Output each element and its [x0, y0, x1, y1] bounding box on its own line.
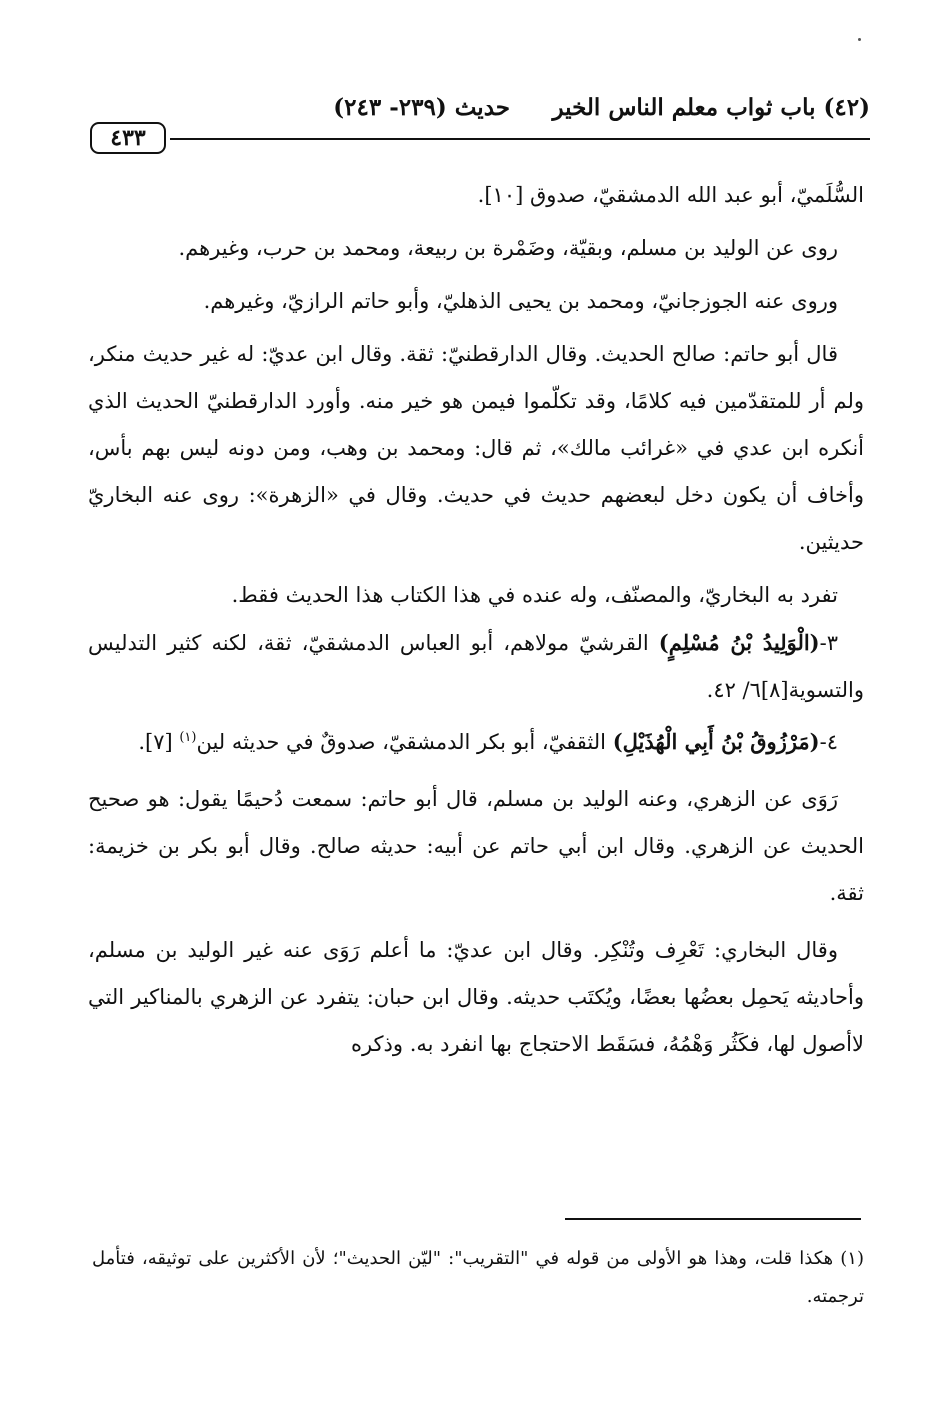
- scan-speck: [858, 38, 861, 41]
- footnotes: [92, 1240, 864, 1316]
- paragraph: السُّلَميّ، أبو عبد الله الدمشقيّ، صدوق [١٠].: [477, 183, 864, 207]
- narrator-name: (الْوَلِيدُ بْنُ مُسْلِمٍ): [658, 630, 820, 655]
- header-rule: [170, 138, 870, 140]
- narrator-name: (مَرْزُوقُ بْنُ أَبِي الْهُذَيْلِ): [612, 729, 820, 754]
- page-number: ٤٣٣: [90, 122, 166, 154]
- entry-number: ٣-: [819, 631, 838, 655]
- chapter-title: (٤٢) باب ثواب معلم الناس الخير: [552, 94, 870, 121]
- paragraph: تفرد به البخاريّ، والمصنّف، وله عنده في هذا الكتاب هذا الحديث فقط.: [231, 583, 838, 607]
- paragraph: وروى عنه الجوزجانيّ، ومحمد بن يحيى الذهليّ، وأبو حاتم الرازيّ، وغيرهم.: [203, 289, 838, 313]
- page-header: [90, 94, 870, 154]
- entry-number: ٤-: [819, 730, 838, 754]
- entry-text: القرشيّ مولاهم، أبو العباس الدمشقيّ، ثقة، لكنه كثير التدليس والتسوية[٨]٦/ ٤٢.: [88, 631, 864, 702]
- paragraph: وقال البخاري: تَعْرِف وتُنْكِر. وقال ابن عديّ: ما أعلم رَوَى عنه غير الوليد بن مسلم، وأحاديثه يَحمِل بعضُها بعضًا، ويُكتَب حديثه. وقال ابن حبان: يتفرد عن الزهري بالمناكير التي لاأصول لها، فكَثُر وَهْمُهُ، فسَقَط الاحتجاج بها انفرد به. وذكره: [88, 938, 864, 1056]
- paragraph: قال أبو حاتم: صالح الحديث. وقال الدارقطنيّ: ثقة. وقال ابن عديّ: له غير حديث منكر، ولم أر للمتقدّمين فيه كلامًا، وقد تكلّموا فيمن هو خير منه. وأورد الدارقطنيّ الحديث الذي أنكره ابن عدي في «غرائب مالك»، ثم قال: ومحمد بن وهب، ومن دونه ليس بهم بأس، وأخاف أن يكون دخل لبعضهم حديث في حديث. وقال في «الزهرة»: روى عنه البخاريّ حديثين.: [88, 342, 864, 554]
- paragraph: روى عن الوليد بن مسلم، وبقيّة، وضَمْرة بن ربيعة، ومحمد بن حرب، وغيرهم.: [178, 236, 838, 260]
- footnote: [92, 1240, 864, 1316]
- entry-grade: [٧].: [138, 730, 180, 754]
- body-text: [88, 172, 864, 1068]
- footnote-ref[interactable]: (١): [179, 730, 197, 745]
- footnote-separator: [565, 1218, 861, 1220]
- hadith-range: حديث (٢٣٩- ٢٤٣): [333, 94, 510, 121]
- paragraph: رَوَى عن الزهري، وعنه الوليد بن مسلم، قال أبو حاتم: سمعت دُحيمًا يقول: هو صحيح الحديث عن الزهري. وقال ابن أبي حاتم عن أبيه: حديثه صالح. وقال أبو بكر بن خزيمة: ثقة.: [88, 787, 864, 905]
- footnote-marker: (١): [840, 1248, 864, 1269]
- footnote-text: هكذا قلت، وهذا هو الأولى من قوله في "التقريب": "ليّن الحديث"؛ لأن الأكثرين على توثيقه، فتأمل ترجمته.: [92, 1248, 864, 1307]
- narrator-entry-3: [88, 619, 864, 714]
- entry-text: الثقفيّ، أبو بكر الدمشقيّ، صدوقٌ في حديثه لين: [196, 730, 613, 754]
- narrator-entry-4: [88, 714, 864, 766]
